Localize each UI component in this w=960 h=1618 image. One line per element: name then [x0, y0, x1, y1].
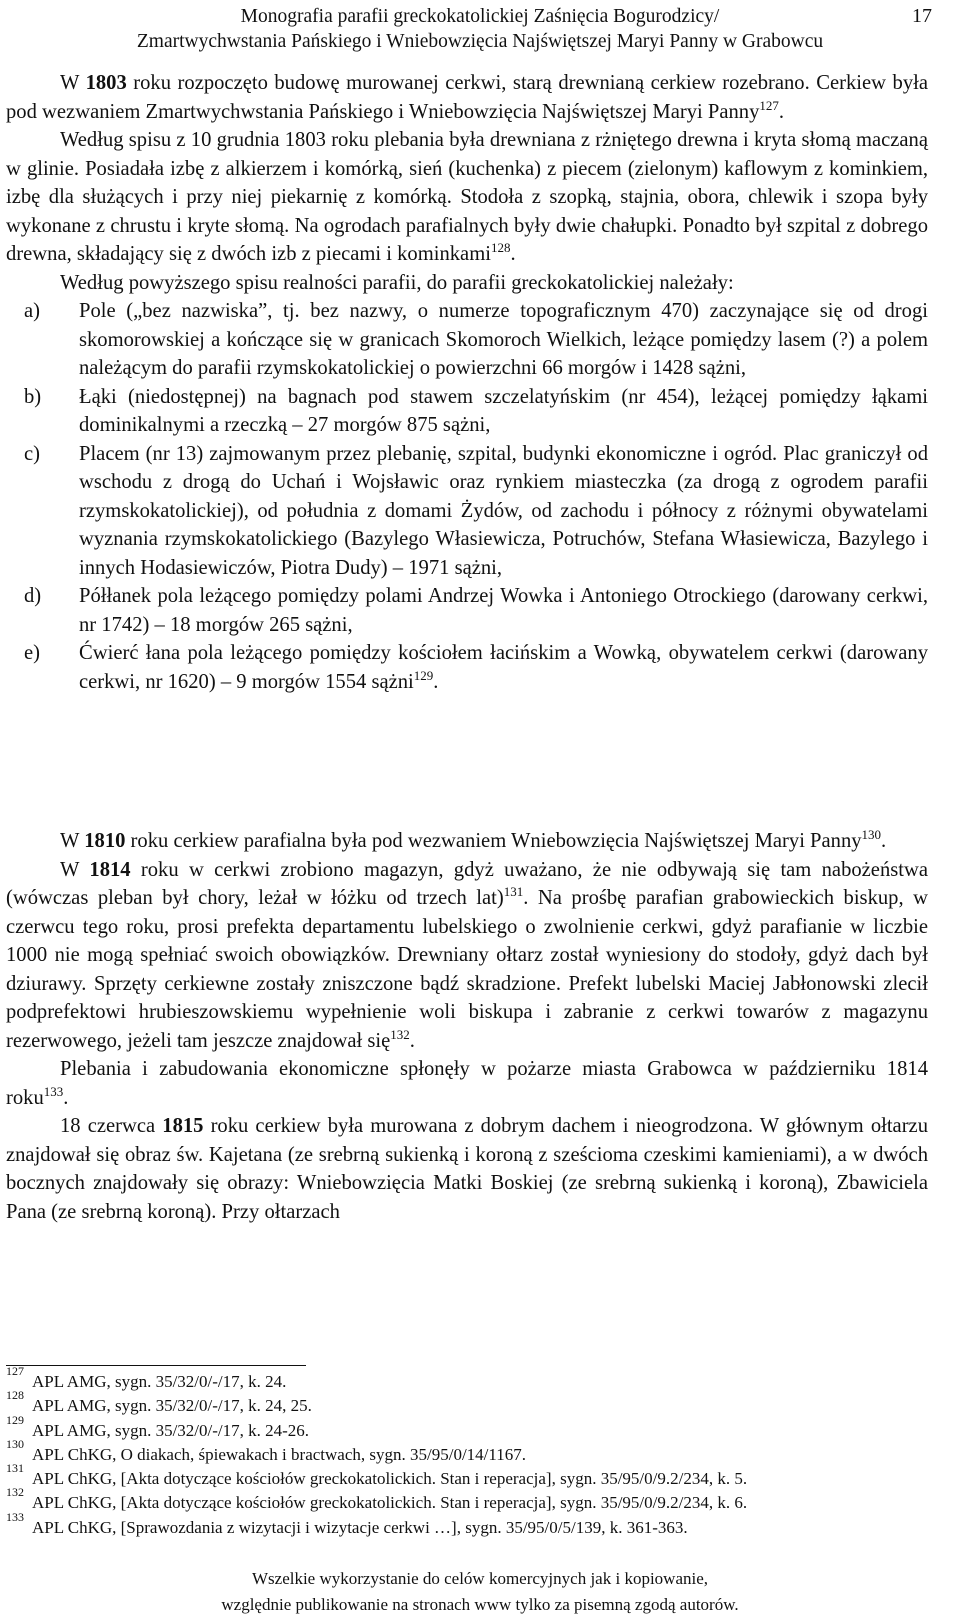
- list-item: b) Łąki (niedostępnej) na bagnach pod stawem szczelatyńskim (nr 454), leżącej pomiędzy łąkami dominikalnymi a rzeczką – 27 morgów 875 sążni,: [6, 383, 928, 440]
- property-list: [6, 297, 928, 696]
- footnotes: [6, 1364, 936, 1540]
- list-label: a): [24, 300, 40, 322]
- running-header: [60, 4, 900, 54]
- footnote-text: APL ChKG, [Sprawozdania z wizytacji i wizytacje cerkwi …], sygn. 35/95/0/5/139, k. 361-363.: [32, 1517, 688, 1537]
- footnote-ref-131[interactable]: 131: [503, 884, 524, 900]
- paragraph-1815: 18 czerwca 1815 roku cerkiew była murowana z dobrym dachem i nieogrodzona. W głównym ołtarzu znajdował się obraz św. Kajetana (ze srebrną sukienką i koroną z sześcioma czeskimi kamieniami), a w dwóch bocznych znajdowały się obrazy: Wniebowzięcia Matki Boskiej (ze srebrną sukienką i koroną), Zbawiciela Pana (ze srebrną koroną). Przy ołtarzach: [6, 1115, 928, 1223]
- footnote-ref-127[interactable]: 127: [759, 97, 779, 113]
- footnote-number: 127: [6, 1364, 24, 1378]
- year-1814: 1814: [89, 858, 131, 881]
- paragraph-pozar: Plebania i zabudowania ekonomiczne spłonęły w pożarze miasta Grabowca w październiku 1814 roku$^{133}$.: [6, 1058, 928, 1109]
- main-text-part-1: [6, 69, 928, 696]
- footnote-ref-128[interactable]: 128: [490, 240, 511, 256]
- footnote: [6, 1388, 936, 1418]
- footnote: [6, 1461, 936, 1491]
- footnote-separator: [6, 1365, 306, 1366]
- paragraph-1814: W 1814 roku w cerkwi zrobiono magazyn, gdyż uważano, że nie odbywają się tam nabożeństwa (wówczas pleban był chory, leżał w łóżku od trzech lat)$^{131}$. Na prośbę parafian grabowieckich biskup, w czerwcu tego roku, prosi prefekta departamentu lubelskiego o zwolnienie cerkwi, gdyż parafianie w liczbie 1000 nie mogą spełniać swoich obowiązków. Drewniany ołtarz został wyniesiony do stodoły, gdyż dach był dziurawy. Sprzęty cerkiewne zostały zniszczone bądź skradzione. Prefekt lubelski Maciej Jabłonowski zlecił podprefektowi hrubieszowskiemu wypełnienie woli biskupa i zabranie z cerkwi towarów z magazynu rezerwowego, jeżeli tam jeszcze znajdował się$^{132}$.: [6, 858, 928, 1052]
- list-label: c): [24, 442, 40, 465]
- footnote-number: 131: [6, 1461, 24, 1476]
- footnote-text: APL ChKG, [Akta dotyczące kościołów greckokatolickich. Stan i reperacja], sygn. 35/95/0/9.2/234, k. 5.: [32, 1469, 748, 1489]
- year-1815: 1815: [162, 1115, 204, 1137]
- footnote-number: 130: [6, 1436, 24, 1451]
- list-label: e): [24, 642, 40, 664]
- list-item: c) Placem (nr 13) zajmowanym przez plebanię, szpital, budynki ekonomiczne i ogród. Plac graniczył od wschodu z drogą do Uchań i Wojsławic oraz rynkiem miasteczka (za drogą z ogrodem parafii rzymskokatolickiej), od południa z domami Żydów, od zachodu i północy z różnymi obywatelami wyznania rzymskokatolickiego (Bazylego Własiewicza, Potruchów, Stefana Własiewicza, Bazylego i innych Hodasiewiczów, Piotra Dudy) – 1971 sążni,: [6, 440, 928, 583]
- footnote: [6, 1412, 936, 1443]
- list-label: b): [24, 385, 42, 408]
- footnote-ref-129[interactable]: 129: [413, 667, 434, 683]
- footnote-number: 132: [6, 1485, 24, 1500]
- year-1803: 1803: [85, 72, 127, 94]
- paragraph-1810: W 1810 roku cerkiew parafialna była pod wezwaniem Wniebowzięcia Najświętszej Maryi Panny$^{130}$.: [60, 827, 887, 852]
- list-item: d) Półłanek pola leżącego pomiędzy polami Andrzej Wowka i Antoniego Otrockiego (darowany cerkwi, nr 1742) – 18 morgów 265 sążni,: [6, 582, 928, 639]
- footnote: [6, 1364, 936, 1394]
- footer-line-1: Wszelkie wykorzystanie do celów komercyjnych jak i kopiowanie,: [251, 1569, 709, 1588]
- footnote-text: APL AMG, sygn. 35/32/0/-/17, k. 24.: [32, 1372, 287, 1391]
- footnote-number: 128: [6, 1388, 24, 1403]
- footnote-ref-130[interactable]: 130: [861, 827, 882, 843]
- page-number: 17: [912, 5, 932, 27]
- paragraph-1803: W 1803 roku rozpoczęto budowę murowanej cerkwi, starą drewnianą cerkiew rozebrano. Cerkiew była pod wezwaniem Zmartwychwstania Pańskiego i Wniebowzięcia Najświętszej Maryi Panny$^{127}$.: [6, 72, 928, 123]
- footer-line-2: względnie publikowanie na stronach www tylko za pisemną zgodą autorów.: [221, 1595, 739, 1614]
- footnote-ref-132[interactable]: 132: [390, 1026, 410, 1042]
- footnote-number: 129: [6, 1412, 24, 1427]
- main-text-part-2: [6, 827, 928, 1226]
- list-label: d): [24, 585, 42, 607]
- footnote-text: APL AMG, sygn. 35/32/0/-/17, k. 24, 25.: [32, 1396, 312, 1416]
- list-item: a) Pole („bez nazwiska”, tj. bez nazwy, o numerze topograficznym 470) zaczynające się od drogi skomorowskiej a kończące się w granicach Skomoroch Wielkich, leżące pomiędzy lasem (?) a polem należącym do parafii rzymskokatolickiej o powierzchni 66 morgów i 1428 sążni,: [6, 297, 928, 383]
- footnote: [6, 1436, 936, 1467]
- footnote: [6, 1485, 936, 1515]
- header-line-2: Zmartwychwstania Pańskiego i Wniebowzięcia Najświętszej Maryi Panny w Grabowcu: [136, 31, 824, 52]
- footnote-text: APL AMG, sygn. 35/32/0/-/17, k. 24-26.: [32, 1420, 310, 1440]
- header-line-1: Monografia parafii greckokatolickiej Zaśnięcia Bogurodzicy/: [240, 6, 720, 27]
- list-item: e) Ćwierć łana pola leżącego pomiędzy kościołem łacińskim a Wowką, obywatelem cerkwi (darowany cerkwi, nr 1620) – 9 morgów 1554 sążni$^{129}$.: [6, 639, 928, 696]
- paragraph-realnosci: Według powyższego spisu realności parafii, do parafii greckokatolickiej należały:: [60, 271, 734, 294]
- paragraph-plebania: Według spisu z 10 grudnia 1803 roku plebania była drewniana z rżniętego drewna i kryta słomą maczaną w glinie. Posiadała izbę z alkierzem i komórką, sień (kuchenka) z piecem (zielonym) kaflowym z kominkiem, izbę dla służących i przy niej piekarnię z komórką. Stodoła z szopką, stajnia, obora, chlewik i szopa były wykonane z chrustu i kryte słomą. Na ogrodach parafialnych były dwie chałupki. Ponadto był szpital z dobrego drewna, składający się z dwóch izb z piecami i kominkami$^{128}$.: [6, 129, 928, 265]
- footnote-text: APL ChKG, O diakach, śpiewakach i bractwach, sygn. 35/95/0/14/1167.: [32, 1444, 527, 1464]
- footnote-ref-133[interactable]: 133: [43, 1083, 64, 1099]
- footnote-text: APL ChKG, [Akta dotyczące kościołów greckokatolickich. Stan i reperacja], sygn. 35/95/0/9.2/234, k. 6.: [32, 1493, 748, 1513]
- year-1810: 1810: [84, 830, 126, 852]
- footnote-number: 133: [6, 1509, 24, 1524]
- copyright-footer: [0, 1566, 960, 1618]
- footnote: [6, 1509, 936, 1540]
